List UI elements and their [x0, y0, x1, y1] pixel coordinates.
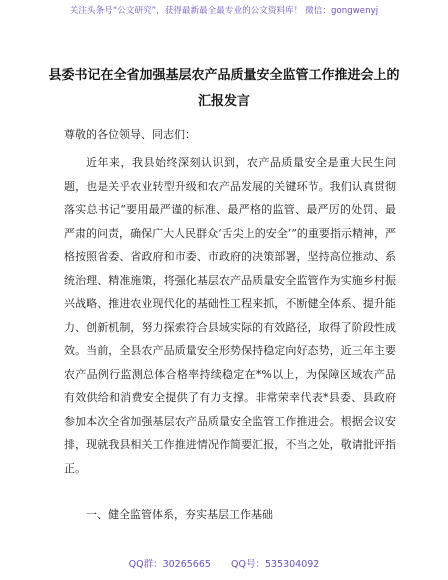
section-heading: 一、健全监管体系，夯实基层工作基础 — [86, 508, 273, 521]
promo-banner: 关注头条号“公文研究”，获得最新最全最专业的公文资料库！ 微信：gongwenyj — [69, 6, 379, 16]
footer-contact — [0, 556, 448, 570]
qq-group-number: QQ群：30265665 — [128, 559, 211, 570]
qq-number: QQ号：535304092 — [231, 559, 320, 570]
body-paragraph: 近年来，我县始终深刻认识到，农产品质量安全是重大民生问题，也是关乎农业转型升级和农产品发展的关键环节。我们认真贯彻落实总书记“要用最严谨的标准、最严格的监管、最严厉的处罚、最严肃的问责，确保广大人民群众‘舌尖上的安全’”的重要指示精神，严格按照省委、省政府和市委、市政府的决策部署，坚持高位推动、系统治理、精准施策，将强化基层农产品质量安全监管作为实施乡村振兴战略、推进农业现代化的基础性工程来抓，不断健全体系、提升能力、创新机制，努力探索符合县域实际的有效路径，取得了阶段性成效。当前，全县农产品质量安全形势保持稳定向好态势，近三年主要农产品例行监测总体合格率持续稳定在*%以上，为保障区域农产品有效供给和消费安全提供了有力支撑。非常荣幸代表*县委、县政府参加本次全省加强基层农产品质量安全监管工作推进会。根据会议安排，现就我县相关工作推进情况作简要汇报，不当之处，敬请批评指正。 — [64, 156, 396, 475]
salutation: 尊敬的各位领导、同志们： — [64, 128, 196, 141]
document-title-line1: 县委书记在全省加强基层农产品质量安全监管工作推进会上的 — [48, 68, 400, 83]
document-title-line2: 汇报发言 — [197, 94, 250, 109]
